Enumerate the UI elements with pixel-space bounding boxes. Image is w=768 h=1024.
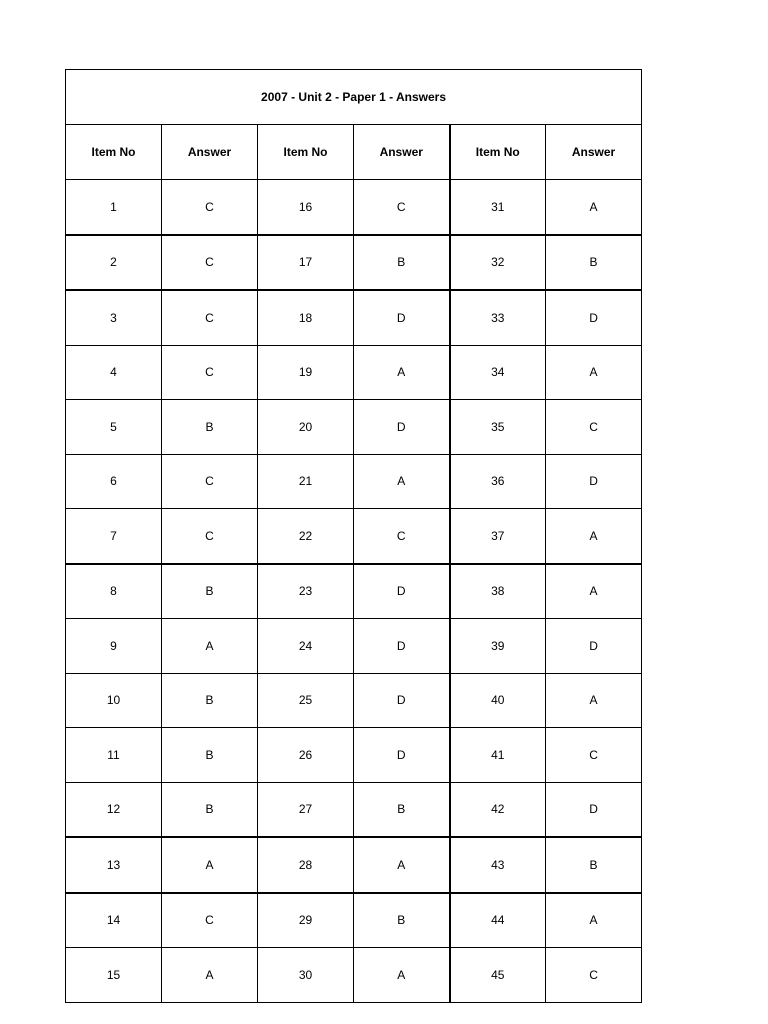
table-row [66, 400, 642, 455]
table-row [66, 180, 642, 235]
item-no-cell: 31 [450, 180, 546, 235]
table-row [66, 948, 642, 1003]
table-row [66, 728, 642, 783]
title-row [66, 70, 642, 125]
table-row [66, 345, 642, 400]
header-item-no: Item No [66, 125, 162, 180]
table-row [66, 290, 642, 345]
item-no-cell: 2 [66, 235, 162, 291]
table-row [66, 564, 642, 619]
item-no-cell: 43 [450, 837, 546, 893]
answer-cell: C [354, 180, 450, 235]
item-no-cell: 24 [258, 619, 354, 674]
header-answer: Answer [546, 125, 642, 180]
item-no-cell: 45 [450, 948, 546, 1003]
item-no-cell: 23 [258, 564, 354, 619]
item-no-cell: 7 [66, 509, 162, 564]
table-row [66, 509, 642, 564]
item-no-cell: 4 [66, 345, 162, 400]
answer-cell: D [354, 619, 450, 674]
answer-cell: D [546, 454, 642, 509]
item-no-cell: 13 [66, 837, 162, 893]
table-row [66, 235, 642, 291]
answer-cell: A [546, 345, 642, 400]
answer-cell: A [354, 454, 450, 509]
answer-cell: D [354, 290, 450, 345]
answer-cell: B [546, 235, 642, 291]
answer-cell: B [162, 564, 258, 619]
header-row [66, 125, 642, 180]
item-no-cell: 10 [66, 673, 162, 728]
answer-cell: D [354, 673, 450, 728]
answer-cell: B [162, 728, 258, 783]
item-no-cell: 26 [258, 728, 354, 783]
answer-cell: A [354, 837, 450, 893]
item-no-cell: 1 [66, 180, 162, 235]
item-no-cell: 8 [66, 564, 162, 619]
item-no-cell: 30 [258, 948, 354, 1003]
answer-cell: D [546, 290, 642, 345]
item-no-cell: 41 [450, 728, 546, 783]
item-no-cell: 37 [450, 509, 546, 564]
answer-cell: A [354, 345, 450, 400]
item-no-cell: 20 [258, 400, 354, 455]
item-no-cell: 36 [450, 454, 546, 509]
table-title: 2007 - Unit 2 - Paper 1 - Answers [66, 70, 642, 125]
header-item-no: Item No [258, 125, 354, 180]
item-no-cell: 14 [66, 893, 162, 948]
item-no-cell: 5 [66, 400, 162, 455]
answer-cell: A [546, 509, 642, 564]
item-no-cell: 9 [66, 619, 162, 674]
item-no-cell: 16 [258, 180, 354, 235]
item-no-cell: 19 [258, 345, 354, 400]
table-row [66, 837, 642, 893]
answer-cell: C [162, 454, 258, 509]
item-no-cell: 3 [66, 290, 162, 345]
table-row [66, 893, 642, 948]
item-no-cell: 33 [450, 290, 546, 345]
table-row [66, 673, 642, 728]
answer-cell: B [162, 782, 258, 837]
answer-cell: C [162, 235, 258, 291]
item-no-cell: 44 [450, 893, 546, 948]
header-answer: Answer [162, 125, 258, 180]
item-no-cell: 22 [258, 509, 354, 564]
answer-cell: A [162, 619, 258, 674]
answer-cell: D [546, 619, 642, 674]
answer-cell: A [546, 180, 642, 235]
answer-cell: A [546, 564, 642, 619]
item-no-cell: 18 [258, 290, 354, 345]
item-no-cell: 34 [450, 345, 546, 400]
answer-cell: A [162, 837, 258, 893]
answer-table [65, 69, 642, 1003]
item-no-cell: 27 [258, 782, 354, 837]
table-row [66, 782, 642, 837]
answer-cell: C [162, 893, 258, 948]
answer-cell: C [546, 948, 642, 1003]
answer-cell: B [354, 782, 450, 837]
item-no-cell: 12 [66, 782, 162, 837]
answer-cell: C [546, 728, 642, 783]
answer-cell: C [162, 290, 258, 345]
item-no-cell: 6 [66, 454, 162, 509]
answer-cell: D [354, 564, 450, 619]
answer-cell: A [546, 673, 642, 728]
answer-cell: C [162, 180, 258, 235]
item-no-cell: 25 [258, 673, 354, 728]
answer-cell: B [354, 235, 450, 291]
answer-cell: B [354, 893, 450, 948]
answer-cell: A [354, 948, 450, 1003]
item-no-cell: 28 [258, 837, 354, 893]
item-no-cell: 32 [450, 235, 546, 291]
answer-cell: C [162, 509, 258, 564]
table-row [66, 619, 642, 674]
item-no-cell: 35 [450, 400, 546, 455]
header-answer: Answer [354, 125, 450, 180]
answer-cell: B [546, 837, 642, 893]
answer-cell: C [546, 400, 642, 455]
item-no-cell: 29 [258, 893, 354, 948]
item-no-cell: 40 [450, 673, 546, 728]
header-item-no: Item No [450, 125, 546, 180]
item-no-cell: 17 [258, 235, 354, 291]
answer-cell: C [162, 345, 258, 400]
answer-cell: A [546, 893, 642, 948]
answer-cell: C [354, 509, 450, 564]
item-no-cell: 39 [450, 619, 546, 674]
answer-cell: B [162, 400, 258, 455]
table-row [66, 454, 642, 509]
answer-cell: D [546, 782, 642, 837]
item-no-cell: 11 [66, 728, 162, 783]
answer-cell: B [162, 673, 258, 728]
answer-cell: A [162, 948, 258, 1003]
item-no-cell: 38 [450, 564, 546, 619]
item-no-cell: 15 [66, 948, 162, 1003]
item-no-cell: 21 [258, 454, 354, 509]
answer-cell: D [354, 728, 450, 783]
item-no-cell: 42 [450, 782, 546, 837]
answer-cell: D [354, 400, 450, 455]
